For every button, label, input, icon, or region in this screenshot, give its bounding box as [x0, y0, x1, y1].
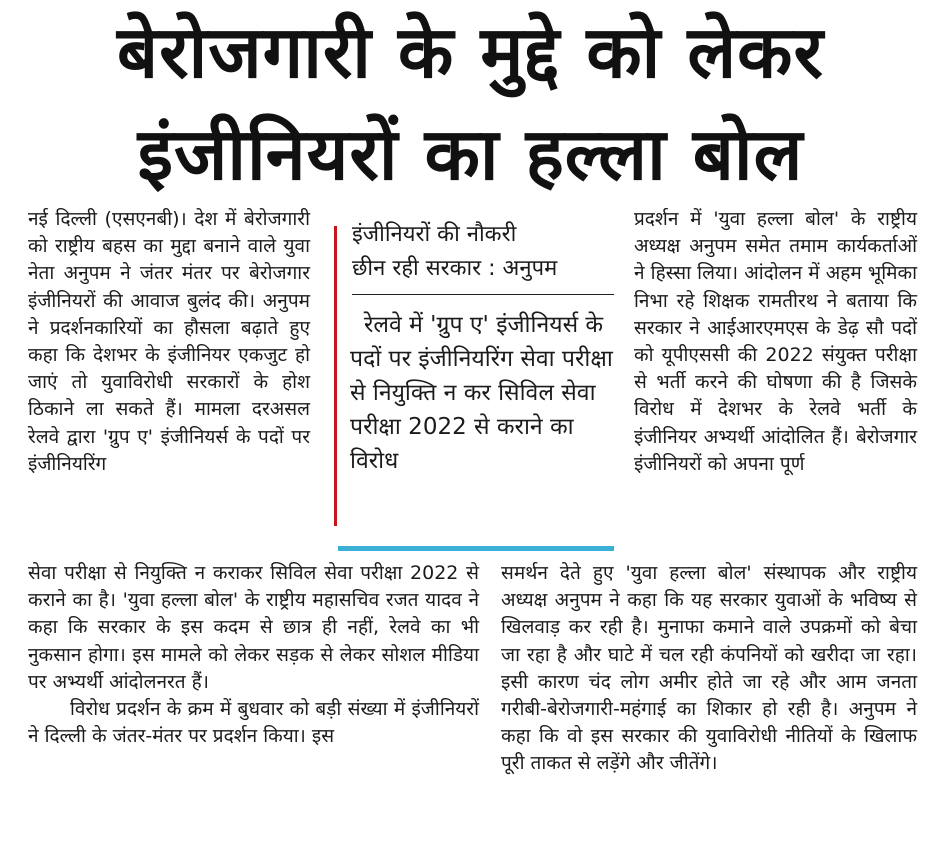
sidebar-subhead-line-1: इंजीनियरों की नौकरी	[352, 222, 517, 247]
article-column-bottom-right	[501, 560, 917, 778]
sidebar-divider	[352, 294, 614, 295]
article-paragraph: विरोध प्रदर्शन के क्रम में बुधवार को बड़ी संख्या में इंजीनियरों ने दिल्ली के जंतर-मंतर पर प्रदर्शन किया। इस	[28, 698, 479, 748]
sidebar-box	[334, 218, 616, 550]
article-text: समर्थन देते हुए 'युवा हल्ला बोल' संस्थापक और राष्ट्रीय अध्यक्ष अनुपम ने कहा कि यह सरकार युवाओं के भविष्य से खिलवाड़ कर रही है। मुनाफा कमाने वाले उपक्रमों को बेचा जा रहा है और घाटे में चल रही कंपनियों को खरीदा जा रहा। इसी कारण चंद लोग अमीर होते जा रहे और आम जनता गरीबी-बेरोजगारी-महंगाई का शिकार हो रही है। अनुपम ने कहा कि वो इस सरकार की युवाविरोधी नीतियों के खिलाफ पूरी ताकत से लड़ेंगे और जीतेंगे।	[501, 562, 917, 775]
sidebar-subhead	[352, 218, 612, 286]
headline-line-1: बेरोजगारी के मुद्दे को लेकर	[117, 10, 824, 94]
article-text: प्रदर्शन में 'युवा हल्ला बोल' के राष्ट्रीय अध्यक्ष अनुपम समेत तमाम कार्यकर्ताओं ने हिस्सा लिया। आंदोलन में अहम भूमिका निभा रहे शिक्षक रामतीरथ ने बताया कि सरकार ने आईआरएमएस के डेढ़ सौ पदों को यूपीएससी की 2022 संयुक्त परीक्षा से भर्ती करने की घोषणा की है जिसके विरोध में देशभर के रेलवे भर्ती के इंजीनियर अभ्यर्थी आंदोलित हैं। बेरोजगार इंजीनियरों को अपना पूर्ण	[634, 208, 917, 475]
sidebar-subhead-line-2: छीन रही सरकार : अनुपम	[352, 256, 558, 281]
sidebar-blurb	[350, 308, 614, 478]
article-column-left	[28, 206, 310, 478]
sidebar-left-rule	[334, 226, 337, 526]
article-column-right	[634, 206, 917, 478]
sidebar-bottom-rule	[338, 546, 614, 551]
article-column-bottom-left	[28, 560, 479, 750]
sidebar-blurb-text: रेलवे में 'ग्रुप ए' इंजीनियर्स के पदों पर इंजीनियरिंग सेवा परीक्षा से नियुक्ति न कर सिविल सेवा परीक्षा 2022 से कराने का विरोध	[350, 312, 613, 474]
article-paragraph: सेवा परीक्षा से नियुक्ति न कराकर सिविल सेवा परीक्षा 2022 से कराने का है। 'युवा हल्ला बोल' के राष्ट्रीय महासचिव रजत यादव ने कहा कि सरकार के इस कदम से छात्र ही नहीं, रेलवे का भी नुकसान होगा। इस मामले को लेकर सड़क से लेकर सोशल मीडिया पर अभ्यर्थी आंदोलनरत हैं।	[28, 562, 479, 693]
article-text: नई दिल्ली (एसएनबी)। देश में बेरोजगारी को राष्ट्रीय बहस का मुद्दा बनाने वाले युवा नेता अनुपम ने जंतर मंतर पर बेरोजगार इंजीनियरों की आवाज बुलंद की। अनुपम ने प्रदर्शनकारियों का हौसला बढ़ाते हुए कहा कि देशभर के इंजीनियर एकजुट हो जाएं तो युवाविरोधी सरकारों के होश ठिकाने ला सकते हैं। मामला दरअसल रेलवे द्वारा 'ग्रुप ए' इंजीनियर्स के पदों पर इंजीनियरिंग	[28, 208, 310, 475]
headline-line-2: इंजीनियरों का हल्ला बोल	[137, 112, 804, 196]
